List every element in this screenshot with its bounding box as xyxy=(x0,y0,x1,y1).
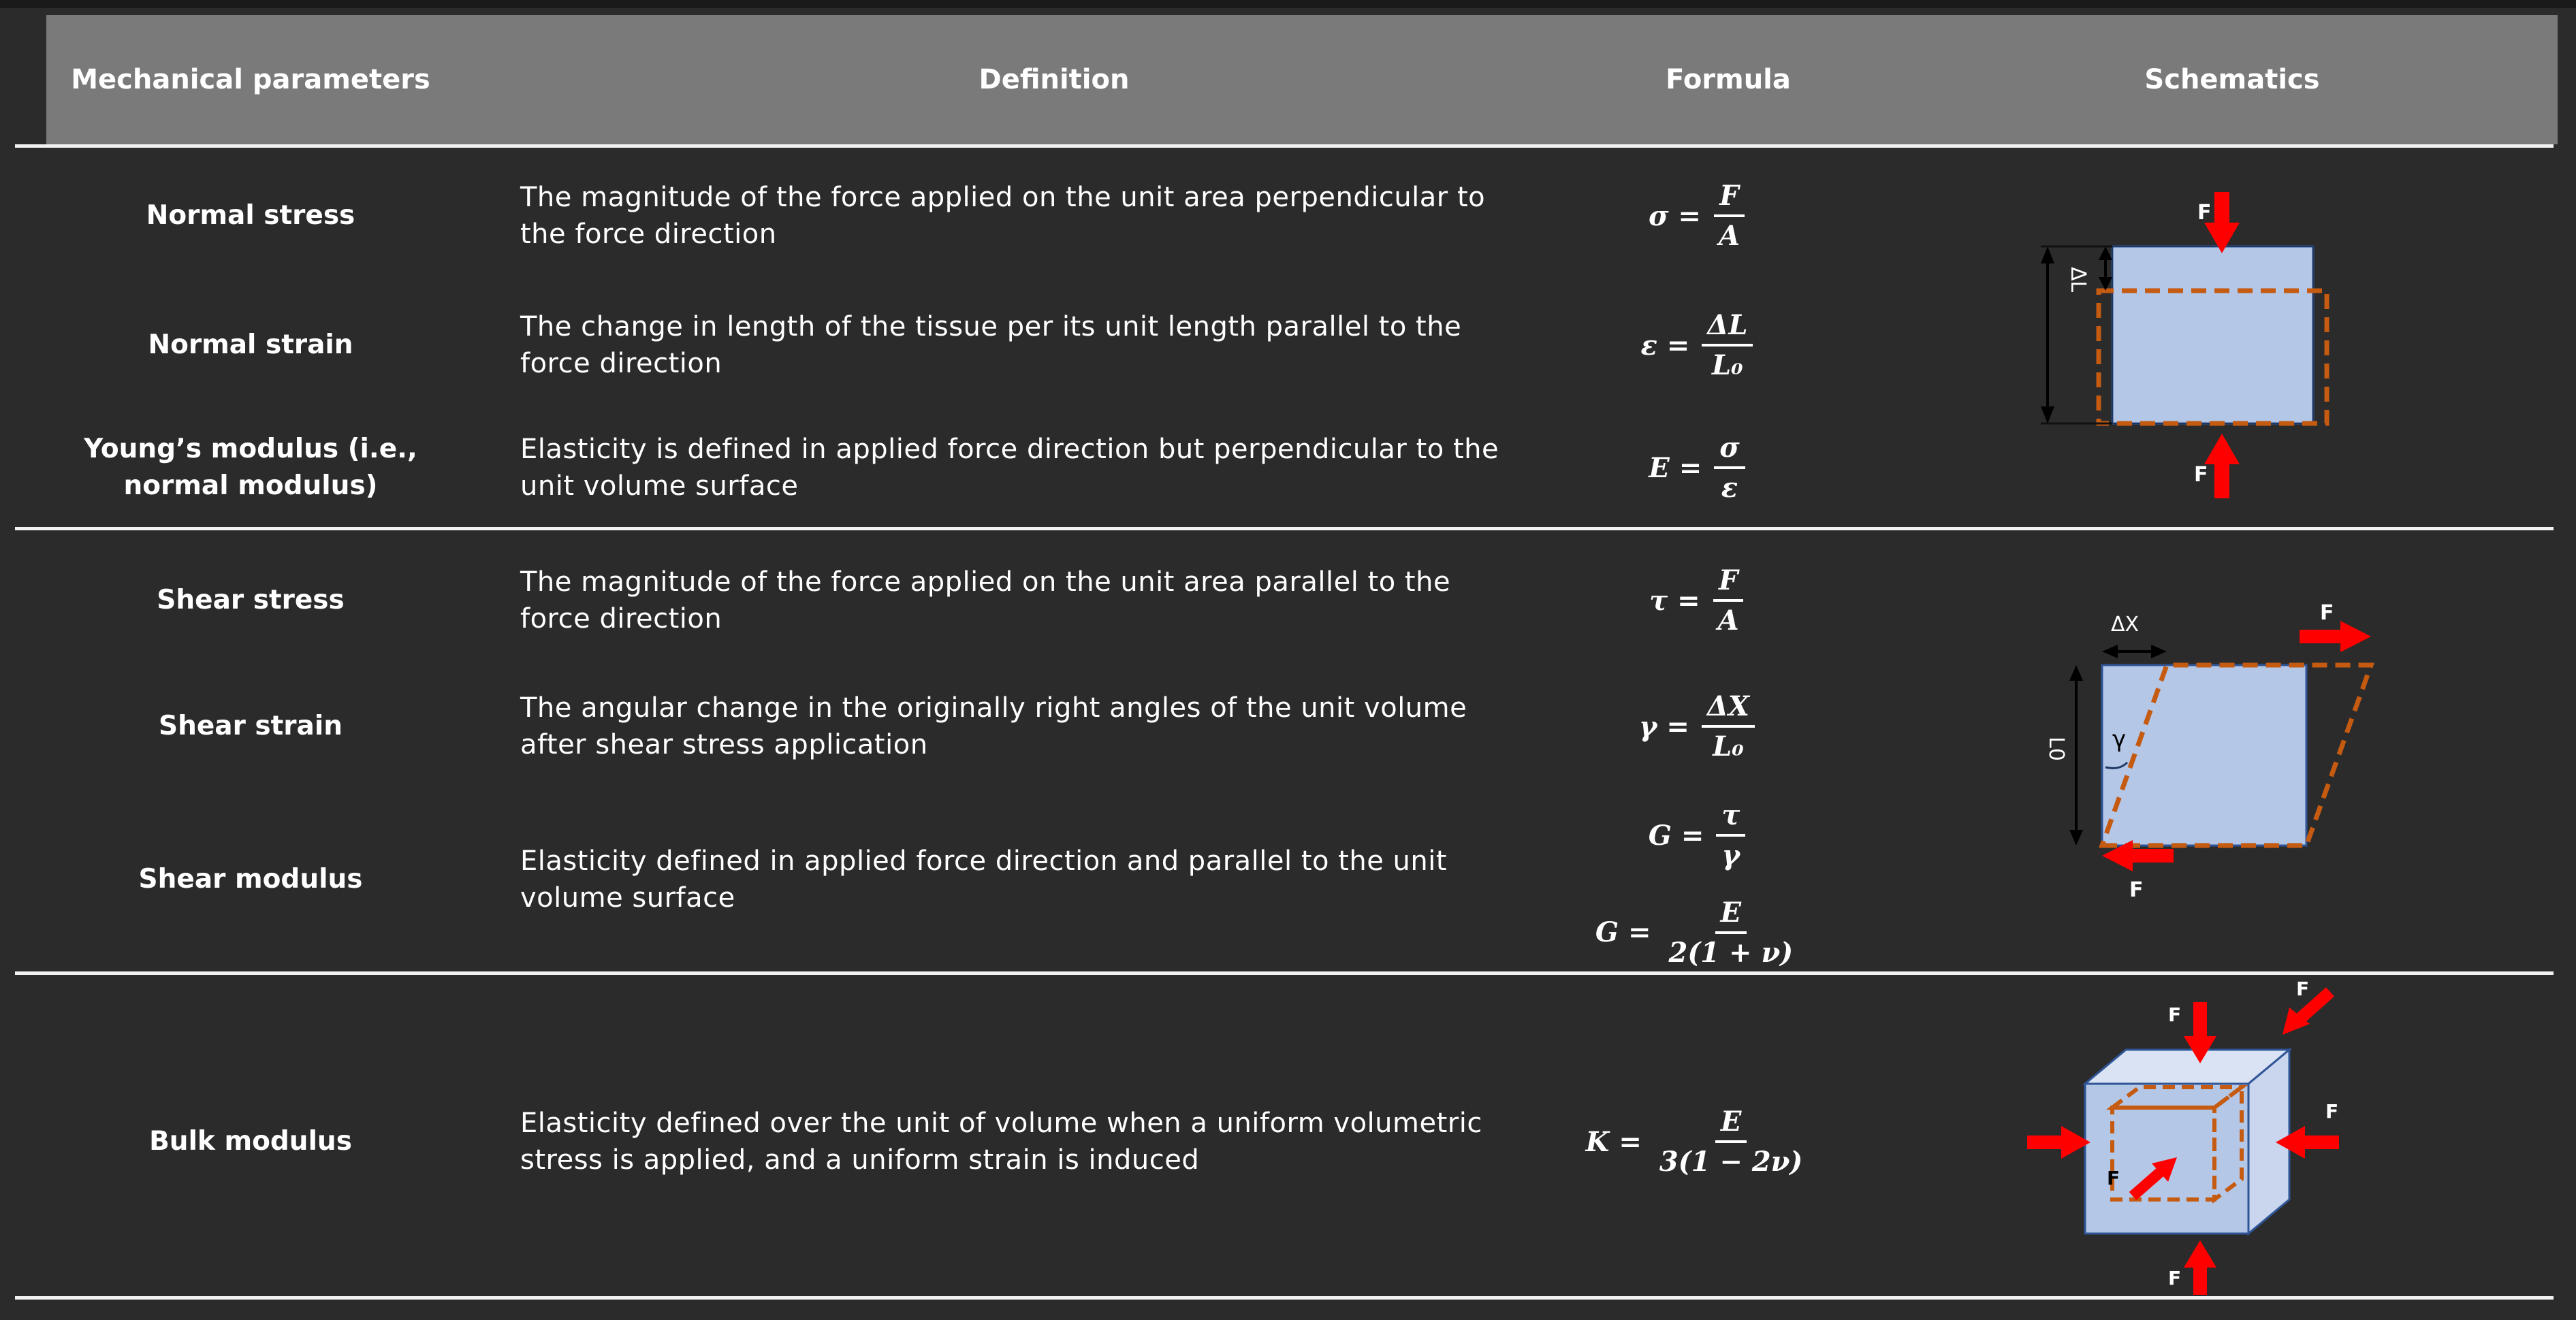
block-rect xyxy=(2112,246,2313,423)
gamma-label: γ xyxy=(2112,726,2127,753)
svg-text:F: F xyxy=(2168,1267,2182,1289)
bottom-force-arrow xyxy=(2184,1240,2216,1268)
table-header xyxy=(46,15,2558,144)
parameter-name: Young’s modulus (i.e., normal modulus) xyxy=(84,434,417,501)
parameter-definition: Elasticity is defined in applied force direction but perpendicular to the unit volume surface xyxy=(520,434,1499,502)
bottom-force-arrow xyxy=(2204,434,2240,464)
parameter-formula: τ = $\frac{F}{A}$ xyxy=(1459,539,1935,662)
top-force-arrow xyxy=(2193,1002,2207,1040)
force-label-bottom: F xyxy=(2194,463,2208,487)
shear-schematic xyxy=(2003,587,2385,914)
svg-text:F: F xyxy=(2107,1167,2120,1189)
parameter-definition: The angular change in the originally right angles of the unit volume after shear stress application xyxy=(520,692,1467,760)
header-formula: Formula xyxy=(1666,64,1791,95)
bottom-rule xyxy=(15,1296,2554,1300)
parameter-definition: The change in length of the tissue per its unit length parallel to the force direction xyxy=(520,311,1462,379)
left-force-arrow xyxy=(2027,1136,2065,1149)
header-parameters: Mechanical parameters xyxy=(71,64,430,95)
delta-l-label: ΔL xyxy=(2066,267,2090,293)
parameter-definition: Elasticity defined in applied force direction and parallel to the unit volume surface xyxy=(520,846,1448,914)
header-definition: Definition xyxy=(979,64,1130,95)
svg-text:F: F xyxy=(2325,1100,2339,1123)
parameter-definition: The magnitude of the force applied on the unit area perpendicular to the force direction xyxy=(520,182,1486,250)
parameter-name: Shear stress xyxy=(157,585,345,615)
parameter-formula: γ = $\frac{\Delta X}{\text{L₀}}$ xyxy=(1459,662,1935,791)
svg-text:F: F xyxy=(2296,978,2310,1000)
l0-label: L0 xyxy=(2044,737,2068,761)
bulk-schematic xyxy=(1990,975,2398,1295)
parameter-definition: The magnitude of the force applied on the unit area parallel to the force direction xyxy=(520,566,1451,634)
parameter-name: Bulk modulus xyxy=(149,1126,352,1157)
parameter-formula: E = $\frac{\sigma}{\varepsilon}$ xyxy=(1459,410,1935,526)
force-label-bottom: F xyxy=(2129,878,2144,902)
header-schematics: Schematics xyxy=(2144,64,2320,95)
delta-x-label: ΔX xyxy=(2111,613,2140,637)
header-rule xyxy=(15,144,2554,148)
section-rule xyxy=(15,527,2554,530)
parameter-name: Normal strain xyxy=(148,329,353,360)
parameter-name: Shear modulus xyxy=(138,864,363,895)
force-label-top: F xyxy=(2320,601,2334,625)
parameter-name: Shear strain xyxy=(159,711,343,741)
parameter-formula: G = $\frac{\tau}{\gamma}$ xyxy=(1459,791,1935,880)
parameter-formula: K = $\frac{E}{3(1 - 2\nu)}$ xyxy=(1585,1106,1803,1178)
normal-schematic xyxy=(2003,172,2385,512)
top-shear-arrow xyxy=(2300,630,2344,643)
force-label-top: F xyxy=(2197,201,2212,225)
parameter-formula-alt: G = $\frac{E}{2(1 + \nu)}$ xyxy=(1595,896,1794,969)
parameter-definition: Elasticity defined over the unit of volume when a uniform volumetric stress is applied, and a uniform strain is induced xyxy=(520,1108,1482,1176)
parameter-formula: σ = $\frac{F}{A}$ xyxy=(1459,151,1935,280)
mechanical-parameters-table xyxy=(15,15,2554,1306)
parameter-name: Normal stress xyxy=(146,200,355,231)
right-force-arrow xyxy=(2302,1136,2339,1149)
parameter-formula: ε = $\frac{\Delta L}{\text{L₀}}$ xyxy=(1459,280,1935,410)
svg-text:F: F xyxy=(2168,1003,2182,1026)
